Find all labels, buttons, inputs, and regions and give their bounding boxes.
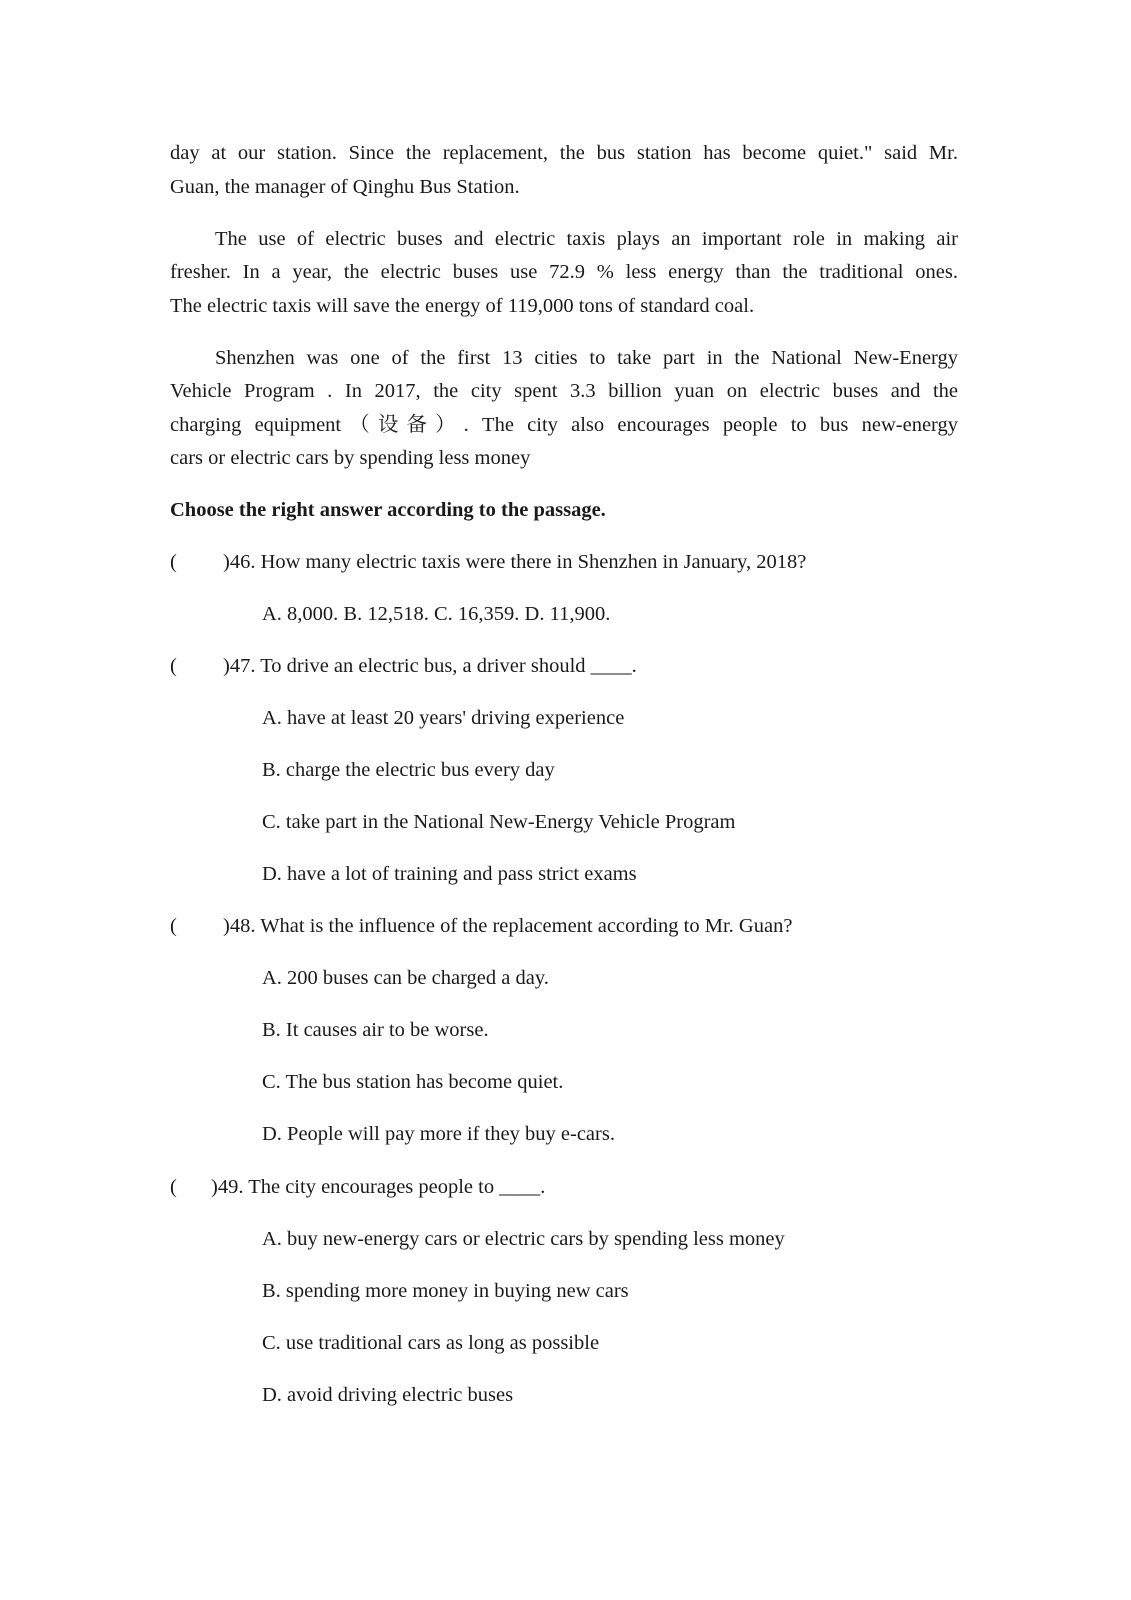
answer-blank-47[interactable]: ( [170, 655, 177, 677]
passage-p2-line1: The use of electric buses and electric taxis plays an important role in making air [215, 228, 958, 250]
passage-p3-line4: cars or electric cars by spending less money [170, 447, 531, 469]
passage-p3-line2: Vehicle Program . In 2017, the city spent 3.3 billion yuan on electric buses and the [170, 380, 958, 402]
question-49-option-b: B. spending more money in buying new cars [262, 1280, 629, 1302]
passage-p2-line2: fresher. In a year, the electric buses use 72.9 % less energy than the traditional ones. [170, 261, 958, 283]
question-46-text: )46. How many electric taxis were there in Shenzhen in January, 2018? [223, 551, 807, 573]
passage-p3-line1: Shenzhen was one of the first 13 cities to take part in the National New-Energy [215, 347, 958, 369]
passage-p1-line1: day at our station. Since the replacement, the bus station has become quiet." said Mr. [170, 142, 958, 164]
passage-p3-line3: charging equipment（设备）. The city also encourages people to bus new-energy [170, 414, 958, 436]
question-49-text: )49. The city encourages people to ____. [211, 1176, 546, 1198]
question-48-text: )48. What is the influence of the replacement according to Mr. Guan? [223, 915, 793, 937]
question-49-option-c: C. use traditional cars as long as possible [262, 1332, 600, 1354]
question-49-option-d: D. avoid driving electric buses [262, 1384, 514, 1406]
question-47-option-c: C. take part in the National New-Energy Vehicle Program [262, 811, 736, 833]
answer-blank-46[interactable]: ( [170, 551, 177, 573]
passage-p1-line2: Guan, the manager of Qinghu Bus Station. [170, 176, 520, 198]
question-48-option-a: A. 200 buses can be charged a day. [262, 967, 549, 989]
passage-p2-line3: The electric taxis will save the energy of 119,000 tons of standard coal. [170, 295, 755, 317]
question-47-option-b: B. charge the electric bus every day [262, 759, 555, 781]
instruction-heading: Choose the right answer according to the passage. [170, 499, 606, 521]
question-48-option-b: B. It causes air to be worse. [262, 1019, 489, 1041]
answer-blank-49[interactable]: ( [170, 1176, 177, 1198]
question-47-text: )47. To drive an electric bus, a driver should ____. [223, 655, 637, 677]
question-48-option-d: D. People will pay more if they buy e-cars. [262, 1123, 615, 1145]
question-47-option-a: A. have at least 20 years' driving experience [262, 707, 625, 729]
question-47-option-d: D. have a lot of training and pass strict exams [262, 863, 637, 885]
question-46-options: A. 8,000. B. 12,518. C. 16,359. D. 11,900. [262, 603, 611, 625]
question-49-option-a: A. buy new-energy cars or electric cars by spending less money [262, 1228, 785, 1250]
question-48-option-c: C. The bus station has become quiet. [262, 1071, 564, 1093]
answer-blank-48[interactable]: ( [170, 915, 177, 937]
